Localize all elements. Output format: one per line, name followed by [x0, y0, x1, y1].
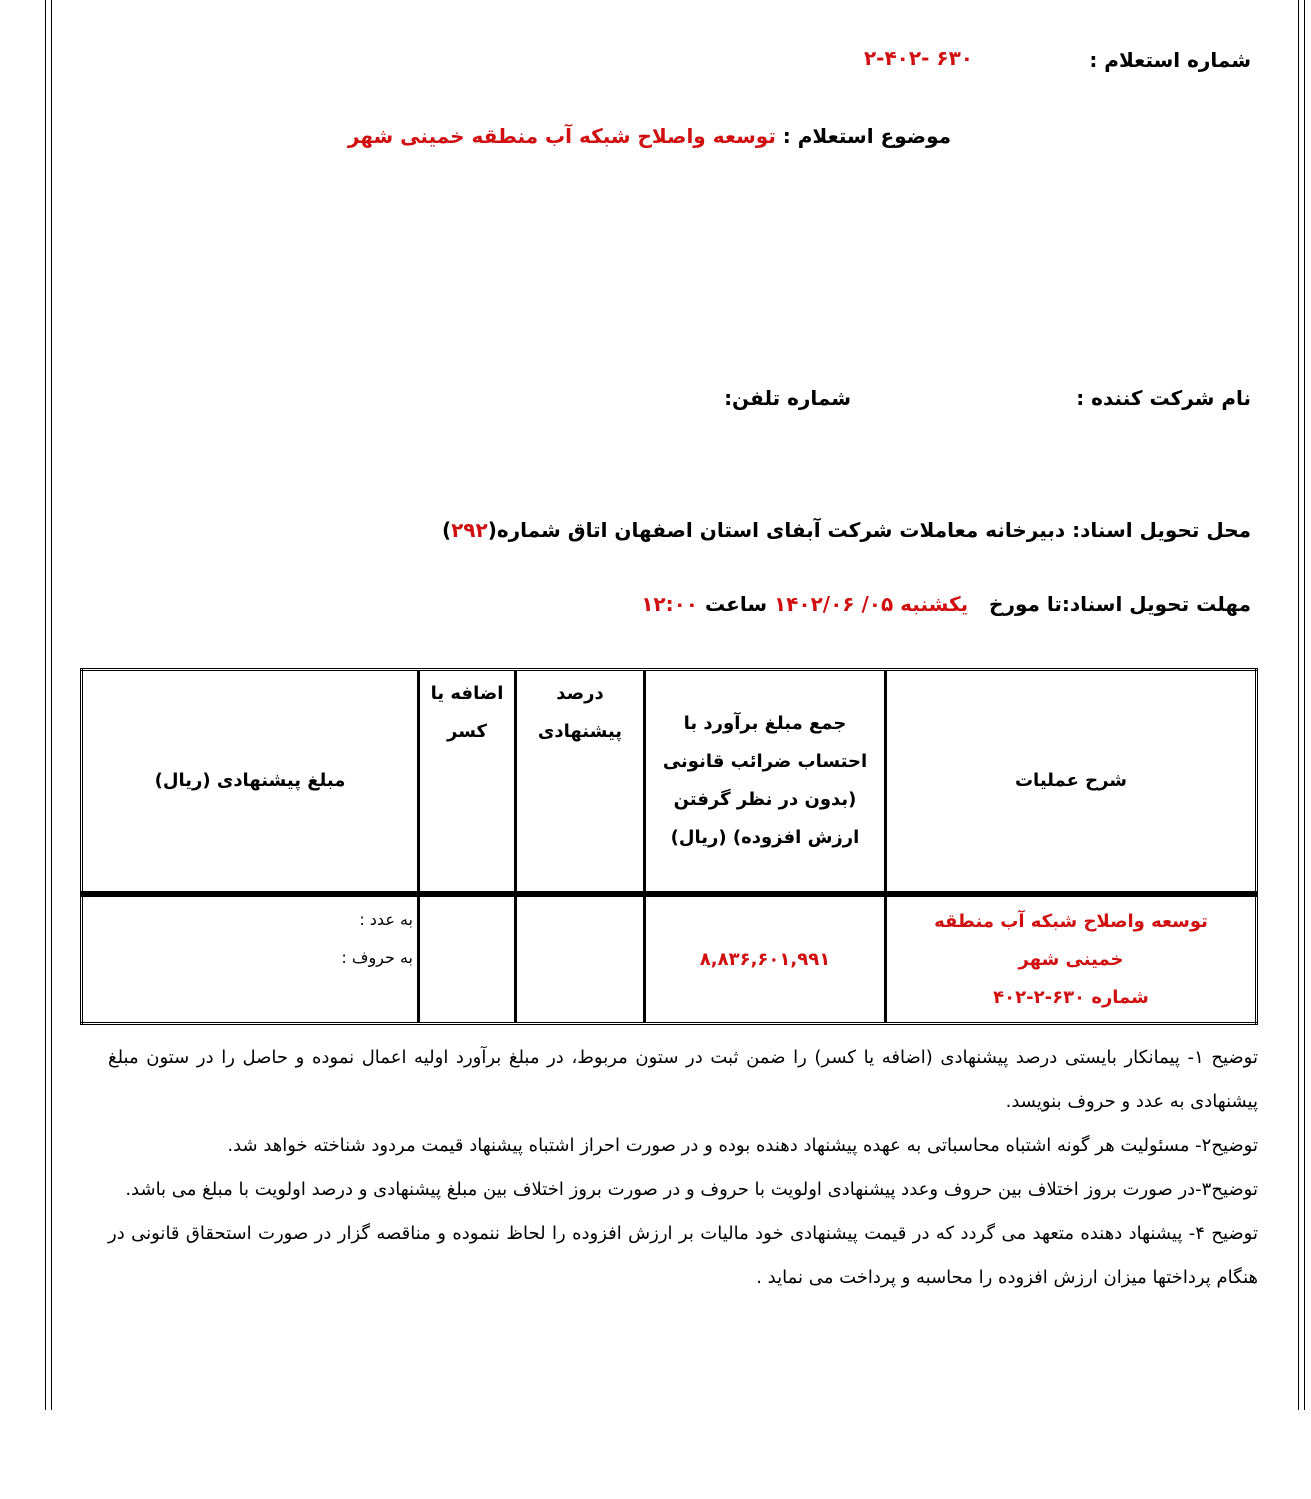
header-offer-amount: مبلغ پیشنهادی (ریال) — [82, 670, 419, 895]
pricing-table — [80, 668, 1258, 1025]
row-plus-minus-cell[interactable] — [419, 894, 516, 1024]
note-3: توضیح۳-در صورت بروز اختلاف بین حروف وعدد پیشنهادی اولویت با حروف و در صورت بروز اختلاف بین مبلغ پیشنهادی و درصد اولویت با مبلغ می باشد. — [125, 1179, 1258, 1200]
desc-line: توسعه واصلاح شبکه آب منطقه — [934, 910, 1208, 932]
desc-line: شماره ۶۳۰-۲-۴۰۲ — [993, 986, 1149, 1008]
time-label: ساعت — [704, 592, 767, 616]
deadline — [641, 592, 1251, 616]
row-description — [886, 894, 1257, 1024]
inquiry-number-value: ۶۳۰ -۲-۴۰۲ — [863, 46, 973, 70]
in-words-label: به حروف : — [341, 948, 413, 967]
deadline-label: مهلت تحویل اسناد:تا مورخ — [989, 592, 1251, 616]
deadline-time: ۱۲:۰۰ — [641, 592, 699, 616]
paren: ) — [441, 518, 452, 542]
note-4: توضیح ۴- پیشنهاد دهنده متعهد می گردد که در قیمت پیشنهادی خود مالیات بر ارزش افزوده را لحاظ ننموده و مناقصه گزار در صورت استحقاق قانونی در هنگام پرداختها میزان ارزش افزوده را محاسبه و پرداخت می نماید . — [108, 1223, 1258, 1288]
table-header-row — [82, 670, 1257, 895]
notes — [108, 1036, 1258, 1300]
border-line — [1298, 0, 1299, 1410]
header-percent: درصد پیشنهادی — [516, 670, 645, 895]
room-number: ۲۹۲ — [451, 518, 488, 542]
subject-value: توسعه واصلاح شبکه آب منطقه خمینی شهر — [347, 124, 776, 148]
table-row — [82, 894, 1257, 1024]
header-plus-minus: اضافه یا کسر — [419, 670, 516, 895]
note-2: توضیح۲- مسئولیت هر گونه اشتباه محاسباتی به عهده پیشنهاد دهنده بوده و در صورت احراز اشتباه پیشنهاد قیمت مردود شناخته خواهد شد. — [227, 1135, 1258, 1156]
border-line — [45, 0, 46, 1410]
delivery-place-label: محل تحویل اسناد: دبیرخانه معاملات شرکت آبفای استان اصفهان اتاق شماره( — [487, 518, 1251, 542]
row-offer-amount-cell[interactable] — [82, 894, 419, 1024]
delivery-place — [442, 518, 1251, 542]
company-name-label: نام شرکت کننده : — [1076, 386, 1251, 410]
subject-label: موضوع استعلام : — [782, 124, 951, 148]
inquiry-number-label: شماره استعلام : — [1089, 48, 1251, 72]
desc-line: خمینی شهر — [1018, 948, 1124, 970]
phone-label: شماره تلفن: — [724, 386, 851, 410]
header-estimate: جمع مبلغ برآورد با احتساب ضرائب قانونی (بدون در نظر گرفتن ارزش افزوده) (ریال) — [645, 670, 886, 895]
in-numbers-label: به عدد : — [359, 910, 413, 929]
row-percent-cell[interactable] — [516, 894, 645, 1024]
deadline-date: یکشنبه ۰۵/ ۱۴۰۲/۰۶ — [773, 592, 969, 616]
note-1: توضیح ۱- پیمانکار بایستی درصد پیشنهادی (اضافه یا کسر) را ضمن ثبت در ستون مربوط، در مبلغ برآورد اولیه اعمال نموده و حاصل را در ستون مبلغ پیشنهادی به عدد و حروف بنویسد. — [108, 1047, 1258, 1112]
border-line — [1304, 0, 1305, 1410]
row-estimate: ۸,۸۳۶,۶۰۱,۹۹۱ — [645, 894, 886, 1024]
header-description: شرح عملیات — [886, 670, 1257, 895]
border-line — [51, 0, 52, 1410]
subject-line — [348, 124, 951, 148]
